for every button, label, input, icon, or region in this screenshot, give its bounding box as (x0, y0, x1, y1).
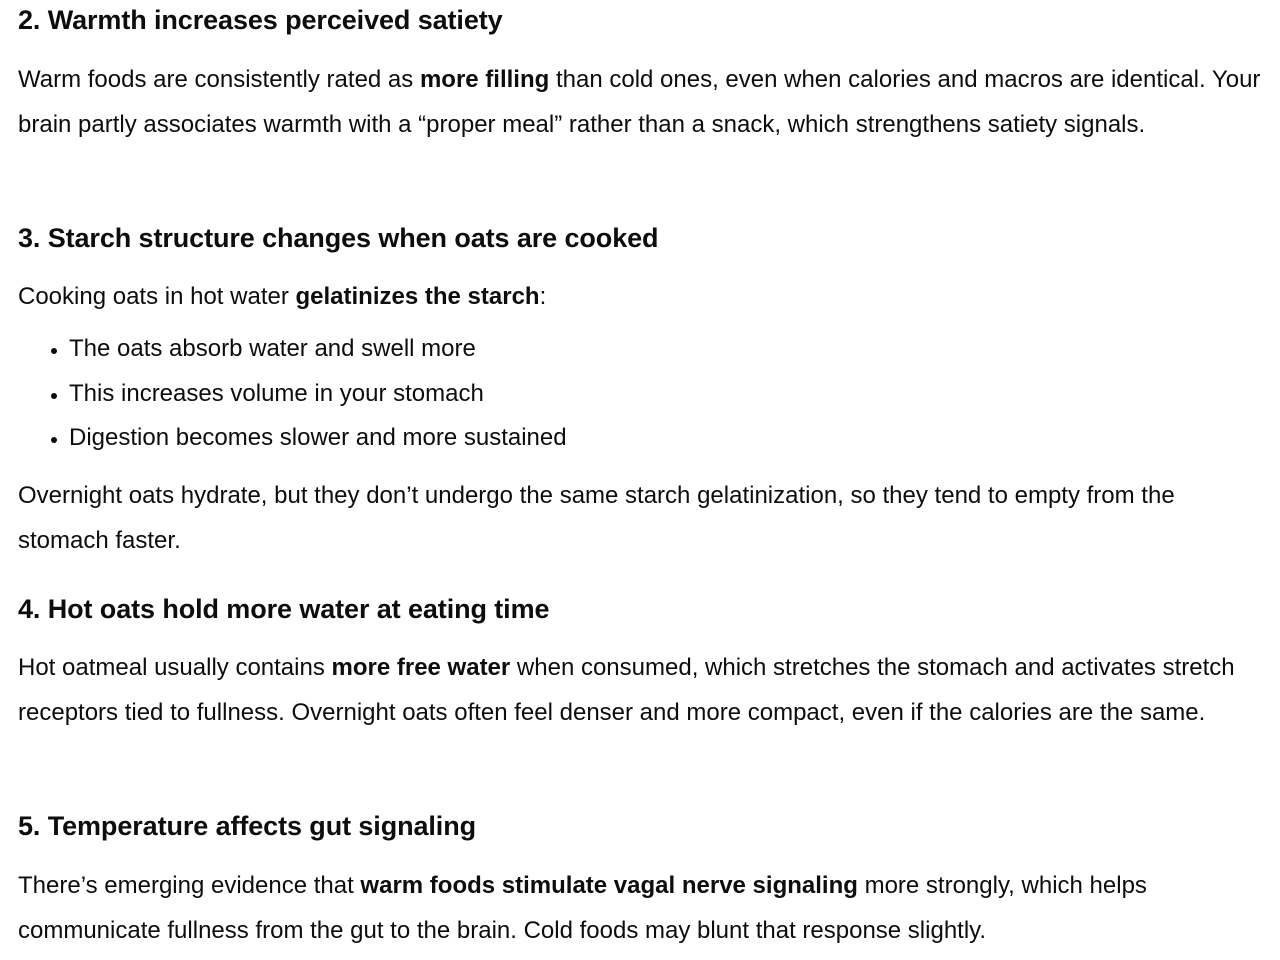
paragraph-text: than cold ones, even when calories and macros are identical. Your brain partly associates warmth with a “proper meal” rather than a snack, which strengthens satiety signals. (18, 66, 1261, 138)
paragraph-text: : (539, 283, 547, 310)
paragraph-text: Warm foods are consistently rated as (18, 66, 420, 93)
paragraph-text: There’s emerging evidence that (18, 872, 361, 899)
paragraph-text: Cooking oats in hot water (18, 283, 296, 310)
list-item: • This increases volume in your stomach (69, 379, 1262, 408)
section-heading-starch: 3. Starch structure changes when oats are cooked (18, 223, 659, 253)
paragraph-text: when consumed, which stretches the stomach and activates stretch receptors tied to fullness. Overnight oats often feel denser and more compact, even if the calories are the same. (18, 654, 1235, 726)
bold-phrase: gelatinizes the starch (295, 283, 540, 310)
bold-phrase: warm foods stimulate vagal nerve signaling (360, 872, 858, 899)
list-item: • The oats absorb water and swell more (69, 334, 1262, 363)
bold-phrase: more filling (419, 66, 550, 93)
section-intro-starch (18, 274, 1262, 319)
bold-phrase: more free water (331, 654, 511, 681)
section-heading-warmth: 2. Warmth increases perceived satiety (18, 5, 503, 35)
section-paragraph-starch: Overnight oats hydrate, but they don’t undergo the same starch gelatinization, so they tend to empty from the stomach faster. (18, 482, 1175, 554)
paragraph-text: Hot oatmeal usually contains (18, 654, 332, 681)
section-paragraph-water (18, 645, 1262, 735)
section-paragraph-warmth (18, 57, 1262, 147)
section-paragraph-gut-signaling (18, 863, 1262, 953)
bullet-list (18, 334, 1262, 468)
paragraph-text: more strongly, which helps communicate fullness from the gut to the brain. Cold foods may blunt that response slightly. (18, 872, 1147, 944)
list-item: • Digestion becomes slower and more sustained (69, 423, 1262, 452)
section-heading-gut-signaling: 5. Temperature affects gut signaling (18, 811, 476, 841)
section-heading-water: 4. Hot oats hold more water at eating time (18, 594, 550, 624)
